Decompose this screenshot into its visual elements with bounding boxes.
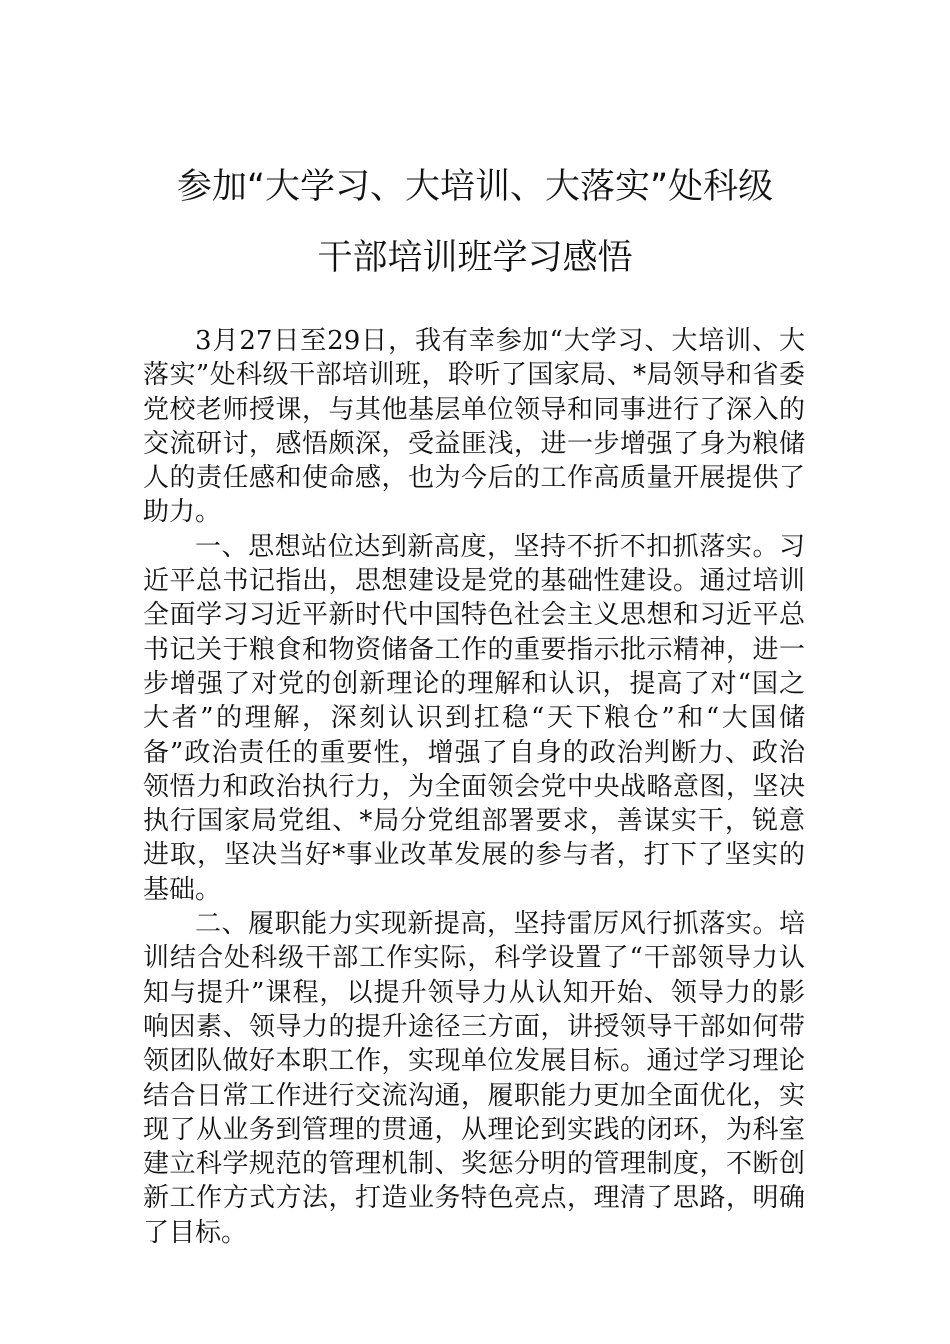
paragraph-section-2: 二、履职能力实现新提高，坚持雷厉风行抓落实。培训结合处科级干部工作实际，科学设置了“干部领导力认知与提升”课程，以提升领导力从认知开始、领导力的影响因素、领导力的提升途径三方面，讲授领导干部如何带领团队做好本职工作，实现单位发展目标。通过学习理论结合日常工作进行交流沟通，履职能力更加全面优化，实现了从业务到管理的贯通，从理论到实践的闭环，为科室建立科学规范的管理机制、奖惩分明的管理制度，不断创新工作方式方法，打造业务特色亮点，理清了思路，明确了目标。 (143, 909, 805, 1248)
document-body (143, 324, 805, 1250)
paragraph-section-1: 一、思想站位达到新高度，坚持不折不扣抓落实。习近平总书记指出，思想建设是党的基础性建设。通过培训全面学习习近平新时代中国特色社会主义思想和习近平总书记关于粮食和物资储备工作的重要指示批示精神，进一步增强了对党的创新理论的理解和认识，提高了对“国之大者”的理解，深刻认识到扛稳“天下粮仓”和“大国储备”政治责任的重要性，增强了自身的政治判断力、政治领悟力和政治执行力，为全面领会党中央战略意图，坚决执行国家局党组、*局分党组部署要求，善谋实干，锐意进取，坚决当好*事业改革发展的参与者，打下了坚实的基础。 (143, 531, 805, 905)
paragraph-intro: 3月27日至29日，我有幸参加“大学习、大培训、大落实”处科级干部培训班，聆听了国家局、*局领导和省委党校老师授课，与其他基层单位领导和同事进行了深入的交流研讨，感悟颇深，受益匪浅，进一步增强了身为粮储人的责任感和使命感，也为今后的工作高质量开展提供了助力。 (143, 326, 805, 528)
document-title-line-2: 干部培训班学习感悟 (317, 238, 633, 278)
document-title-line-1: 参加“大学习、大培训、大落实”处科级 (176, 167, 774, 207)
